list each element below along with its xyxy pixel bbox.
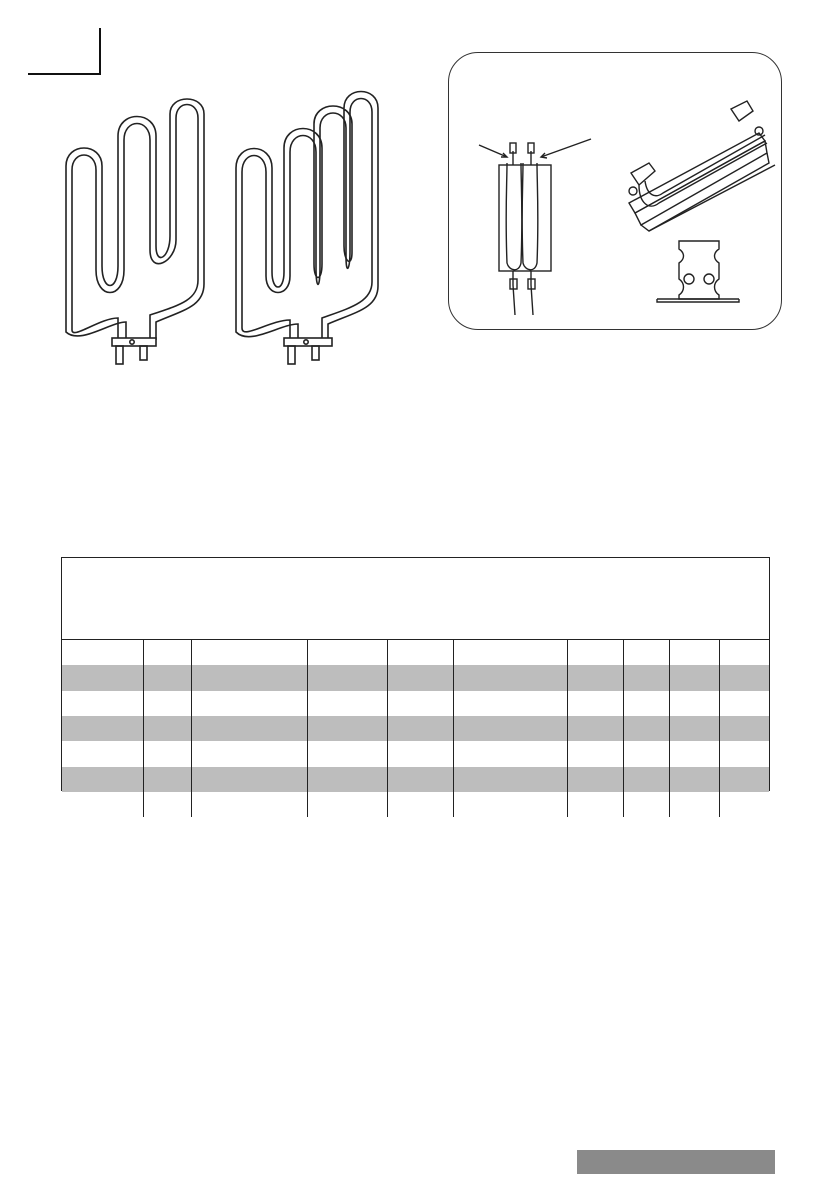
- table-cell: [308, 792, 388, 817]
- table-cell: [454, 741, 568, 766]
- table-cell: [144, 665, 192, 690]
- table-header-cell: [454, 640, 568, 665]
- table-cell: [308, 741, 388, 766]
- table-cell: [670, 665, 720, 690]
- table-cell: [720, 792, 769, 817]
- spec-table: [61, 557, 770, 791]
- table-header-cell: [144, 640, 192, 665]
- table-row: [62, 665, 769, 690]
- table-cell: [388, 665, 454, 690]
- table-cell: [624, 792, 670, 817]
- table-cell: [144, 792, 192, 817]
- table-cell: [144, 741, 192, 766]
- table-cell: [308, 691, 388, 716]
- table-cell: [670, 792, 720, 817]
- table-cell: [388, 691, 454, 716]
- table-row: [62, 767, 769, 792]
- table-cell: [670, 741, 720, 766]
- table-cell: [144, 691, 192, 716]
- table-cell: [568, 767, 624, 792]
- table-cell: [144, 716, 192, 741]
- table-cell: [568, 665, 624, 690]
- table-cell: [144, 767, 192, 792]
- table-header-cell: [308, 640, 388, 665]
- table-header-cell: [192, 640, 308, 665]
- table-cell: [388, 792, 454, 817]
- table-cell: [624, 665, 670, 690]
- table-cell: [388, 716, 454, 741]
- table-cell: [670, 767, 720, 792]
- table-cell: [308, 716, 388, 741]
- table-cell: [720, 741, 769, 766]
- table-cell: [308, 665, 388, 690]
- table-cell: [720, 767, 769, 792]
- detail-inset-drawing: [449, 53, 781, 329]
- table-cell: [568, 792, 624, 817]
- table-header-cell: [670, 640, 720, 665]
- table-cell: [624, 716, 670, 741]
- table-header-cell: [624, 640, 670, 665]
- table-cell: [192, 767, 308, 792]
- table-cell: [670, 691, 720, 716]
- table-cell: [568, 691, 624, 716]
- table-row: [62, 792, 769, 817]
- table-row: [62, 716, 769, 741]
- footer-bar: [577, 1150, 775, 1174]
- table-header-cell: [568, 640, 624, 665]
- table-cell: [62, 691, 144, 716]
- table-cell: [454, 716, 568, 741]
- table-cell: [454, 767, 568, 792]
- table-cell: [62, 741, 144, 766]
- table-cell: [62, 792, 144, 817]
- bracket-perspective-icon: [629, 101, 775, 231]
- table-header-row: [62, 640, 769, 665]
- table-cell: [670, 716, 720, 741]
- heating-element-large: [236, 92, 378, 365]
- table-header-cell: [388, 640, 454, 665]
- table-cell: [568, 741, 624, 766]
- table-cell: [720, 691, 769, 716]
- heating-element-small: [66, 99, 204, 364]
- table-cell: [192, 741, 308, 766]
- table-cell: [192, 716, 308, 741]
- table-cell: [62, 665, 144, 690]
- table-cell: [720, 716, 769, 741]
- table-cell: [624, 691, 670, 716]
- table-cell: [62, 767, 144, 792]
- table-cell: [192, 792, 308, 817]
- table-cell: [568, 716, 624, 741]
- table-header-cell: [720, 640, 769, 665]
- table-cell: [454, 792, 568, 817]
- table-cell: [454, 665, 568, 690]
- table-caption: [62, 558, 769, 640]
- table-cell: [388, 767, 454, 792]
- element-detail-icon: [479, 139, 591, 315]
- table-row: [62, 691, 769, 716]
- table-cell: [308, 767, 388, 792]
- table-header-cell: [62, 640, 144, 665]
- table-cell: [192, 691, 308, 716]
- table-row: [62, 741, 769, 766]
- table-cell: [720, 665, 769, 690]
- table-cell: [62, 716, 144, 741]
- table-cell: [388, 741, 454, 766]
- table-cell: [192, 665, 308, 690]
- detail-inset-panel: [448, 52, 782, 330]
- table-cell: [454, 691, 568, 716]
- table-cell: [624, 767, 670, 792]
- bracket-end-view-icon: [657, 241, 739, 302]
- table-cell: [624, 741, 670, 766]
